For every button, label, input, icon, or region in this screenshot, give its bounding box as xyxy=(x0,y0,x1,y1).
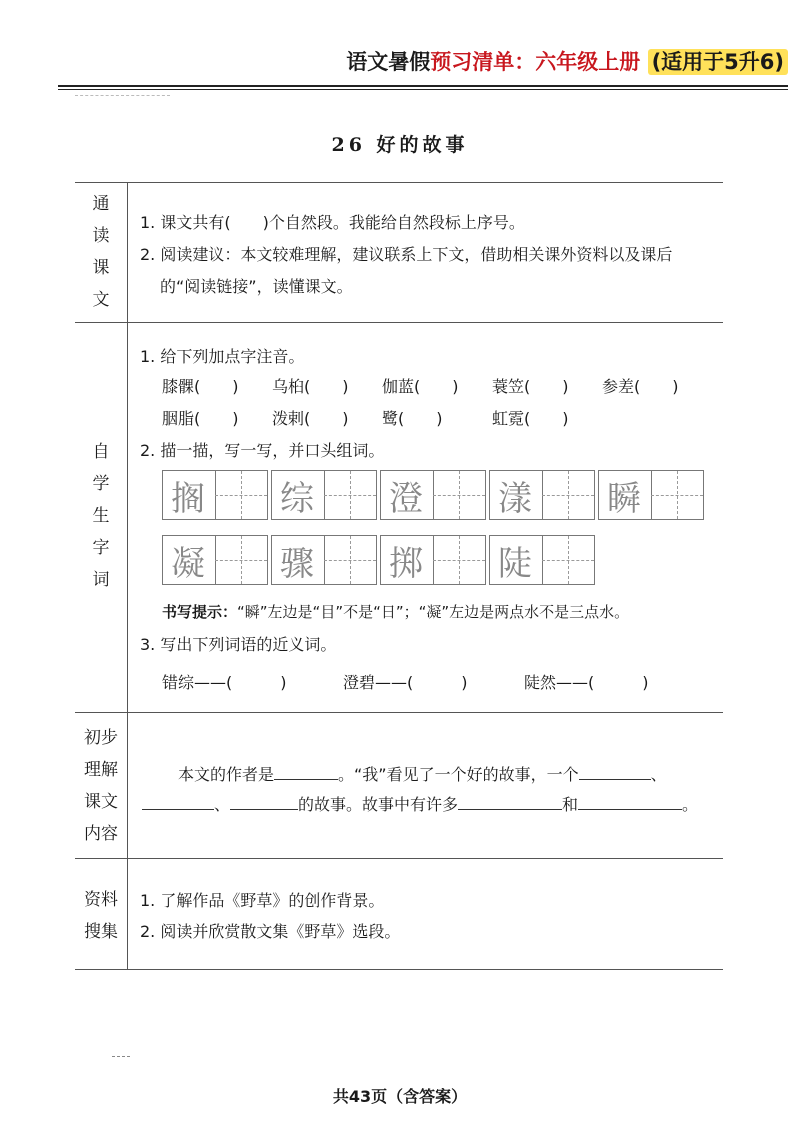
s3-text: 本文的作者是 xyxy=(178,765,275,784)
table-top-border xyxy=(75,182,723,183)
label-char: 生 xyxy=(92,506,110,526)
header-rule xyxy=(58,85,788,87)
writing-tip-label: 书写提示： xyxy=(162,603,238,621)
pinyin-item: 乌桕( ) xyxy=(272,377,349,396)
trace-character: 漾 xyxy=(498,478,532,519)
pinyin-item: 蓑笠( ) xyxy=(492,377,569,396)
pinyin-item: 虹霓( ) xyxy=(492,409,569,428)
practice-cell[interactable] xyxy=(380,470,486,520)
pinyin-item: 鹭( ) xyxy=(382,409,443,428)
label-char: 字 xyxy=(92,538,110,558)
s3-line1 xyxy=(178,762,667,785)
trace-character: 骤 xyxy=(280,543,314,584)
s3-text: 和 xyxy=(562,795,579,814)
practice-cell[interactable] xyxy=(380,535,486,585)
trace-character: 凝 xyxy=(171,543,205,584)
header-grade-badge: (适用于5升6) xyxy=(648,49,788,75)
label-word: 初步 xyxy=(84,728,118,748)
section-label-research xyxy=(75,884,127,948)
s2-q3: 3. 写出下列词语的近义词。 xyxy=(140,635,337,654)
lesson-title: 26 好的故事 xyxy=(331,134,469,156)
author-blank[interactable] xyxy=(274,763,338,780)
label-word: 内容 xyxy=(84,824,118,844)
page-header xyxy=(346,46,788,76)
trace-character: 澄 xyxy=(389,478,423,519)
practice-cell[interactable] xyxy=(489,470,595,520)
s3-text: 的故事。故事中有许多 xyxy=(298,795,459,814)
practice-cell[interactable] xyxy=(598,470,704,520)
practice-cell[interactable] xyxy=(271,535,377,585)
header-part2: 预习清单 xyxy=(430,50,515,74)
trace-character: 陡 xyxy=(498,543,532,584)
section-label-vocab xyxy=(75,436,127,596)
s3-text: 、 xyxy=(214,795,231,814)
label-column-divider xyxy=(127,182,128,969)
s1-line3: 的“阅读链接”，读懂课文。 xyxy=(160,277,353,296)
synonym-item: 澄碧——( ) xyxy=(343,673,468,692)
header-rule-thin xyxy=(58,89,788,90)
label-char: 读 xyxy=(92,226,110,246)
section-label-read xyxy=(75,188,127,316)
label-char: 词 xyxy=(92,570,110,590)
row-divider xyxy=(75,322,723,323)
table-bottom-border xyxy=(75,969,723,970)
pinyin-item: 泼剌( ) xyxy=(272,409,349,428)
s3-text: 。 xyxy=(682,795,699,814)
row-divider xyxy=(75,858,723,859)
synonym-item: 陡然——( ) xyxy=(524,673,649,692)
label-char: 课 xyxy=(92,258,110,278)
s4-line1: 1. 了解作品《野草》的创作背景。 xyxy=(140,891,385,910)
page-footer: 共43页（含答案） xyxy=(332,1087,468,1106)
label-char: 自 xyxy=(92,442,110,462)
s1-line1: 1. 课文共有( )个自然段。我能给自然段标上序号。 xyxy=(140,213,525,232)
label-word: 理解 xyxy=(84,760,118,780)
header-part1: 语文暑假 xyxy=(346,50,431,74)
story-blank-4[interactable] xyxy=(458,793,562,810)
section-label-understand xyxy=(75,722,127,850)
practice-cell[interactable] xyxy=(271,470,377,520)
s3-text: 、 xyxy=(650,765,667,784)
s4-line2: 2. 阅读并欣赏散文集《野草》选段。 xyxy=(140,922,401,941)
row-divider xyxy=(75,712,723,713)
story-blank-3[interactable] xyxy=(230,793,298,810)
decorative-dash xyxy=(75,95,170,96)
trace-character: 搁 xyxy=(171,478,205,519)
label-word: 搜集 xyxy=(84,922,118,942)
label-char: 通 xyxy=(92,194,110,214)
s1-line2: 2. 阅读建议：本文较难理解，建议联系上下文，借助相关课外资料以及课后 xyxy=(140,245,673,264)
story-blank-5[interactable] xyxy=(578,793,682,810)
s2-q1: 1. 给下列加点字注音。 xyxy=(140,347,305,366)
label-char: 学 xyxy=(92,474,110,494)
pinyin-item: 胭脂( ) xyxy=(162,409,239,428)
pinyin-item: 参差( ) xyxy=(602,377,679,396)
label-word: 资料 xyxy=(84,890,118,910)
pinyin-item: 膝髁( ) xyxy=(162,377,239,396)
synonym-item: 错综——( ) xyxy=(162,673,287,692)
practice-cell[interactable] xyxy=(162,470,268,520)
story-blank-2[interactable] xyxy=(142,793,214,810)
writing-tip-text: “瞬”左边是“目”不是“日”；“凝”左边是两点水不是三点水。 xyxy=(237,603,630,621)
s2-q2: 2. 描一描，写一写，并口头组词。 xyxy=(140,441,385,460)
practice-cell[interactable] xyxy=(162,535,268,585)
practice-cell[interactable] xyxy=(489,535,595,585)
story-blank-1[interactable] xyxy=(579,763,651,780)
label-char: 文 xyxy=(92,290,110,310)
decorative-dash xyxy=(112,1056,130,1057)
trace-character: 瞬 xyxy=(607,478,641,519)
label-word: 课文 xyxy=(84,792,118,812)
pinyin-item: 伽蓝( ) xyxy=(382,377,459,396)
header-part3: ：六年级上册 xyxy=(514,50,641,74)
writing-tip xyxy=(162,601,629,622)
s3-text: 。“我”看见了一个好的故事，一个 xyxy=(338,765,579,784)
trace-character: 掷 xyxy=(389,543,423,584)
trace-character: 综 xyxy=(280,478,314,519)
s3-line2 xyxy=(142,792,698,815)
